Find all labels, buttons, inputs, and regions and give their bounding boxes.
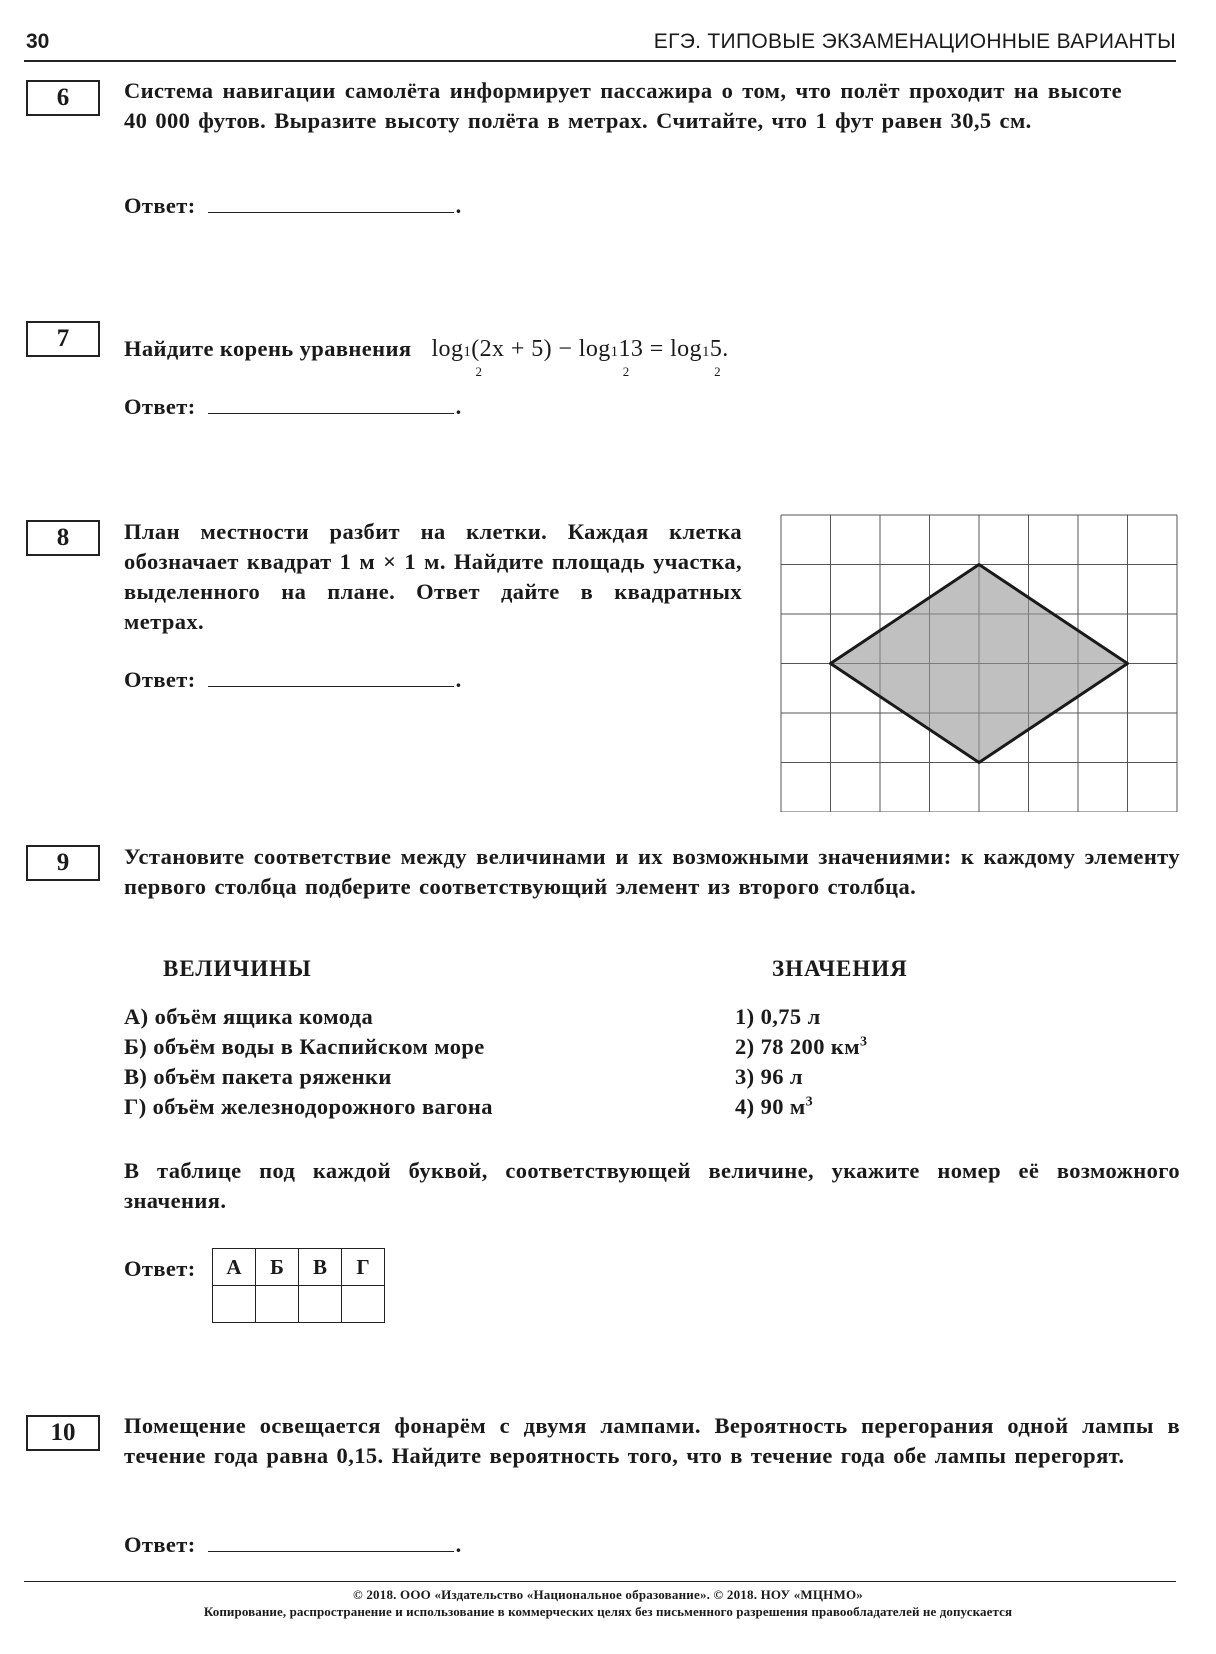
log-symbol: log [431, 336, 464, 362]
value-3-text: 3) 96 л [735, 1064, 803, 1089]
log-base-numerator: 1 [463, 344, 472, 360]
task-10-text: Помещение освещается фонарём с двумя лампами. Вероятность перегорания одной лампы в течение года равна 0,15. Найдите вероятность того, что в течение года обе лампы перегорят. [124, 1413, 1180, 1468]
value-4-text: 4) 90 м [735, 1094, 806, 1119]
log-argument-1: (2x + 5) [471, 336, 552, 362]
task-9-answer-table [212, 1248, 385, 1323]
task-6-number-box: 6 [26, 80, 100, 116]
answer-label: Ответ: [124, 193, 196, 218]
minus-sign: − [552, 336, 579, 362]
answer-table-header-row [213, 1249, 385, 1286]
answer-dot: . [455, 1532, 462, 1557]
log-argument-3: 5 [709, 336, 723, 362]
task-9-text: Установите соответствие между величинами и их возможными значениями: к каждому элементу первого столбца подберите соответствующий элемент из второго столбца. [124, 844, 1180, 899]
value-4-exponent: 3 [805, 1094, 814, 1110]
answer-label: Ответ: [124, 667, 196, 692]
answer-cell-g[interactable] [342, 1286, 385, 1323]
task-6-text: Система навигации самолёта информирует пассажира о том, что полёт проходит на высоте 40 000 футов. Выразите высоту полёта в метрах. Считайте, что 1 фут равен 30,5 см. [124, 78, 1122, 133]
header-divider [24, 60, 1176, 62]
task-7-equation [431, 336, 729, 379]
answer-table-letter: А [213, 1249, 256, 1286]
task-8-answer-row [124, 667, 462, 693]
answer-table-letter: В [299, 1249, 342, 1286]
task-7-answer-row [124, 394, 462, 420]
footer-notice: Копирование, распространение и использование в коммерческих целях без письменного разрешения правообладателей не допускается [203, 1604, 1013, 1619]
task-9-number-box: 9 [26, 845, 100, 881]
answer-table-input-row [213, 1286, 385, 1323]
quantities-header: ВЕЛИЧИНЫ [163, 956, 312, 981]
value-1 [735, 1004, 821, 1030]
task-7-number-box: 7 [26, 321, 100, 357]
page-number: 30 [26, 30, 50, 53]
task-10-answer-field[interactable] [208, 1535, 454, 1552]
values-header: ЗНАЧЕНИЯ [772, 956, 908, 981]
running-header-title: ЕГЭ. ТИПОВЫЕ ЭКЗАМЕНАЦИОННЫЕ ВАРИАНТЫ [653, 30, 1176, 53]
log-base-numerator: 1 [701, 344, 710, 360]
answer-cell-b[interactable] [256, 1286, 299, 1323]
value-3 [735, 1064, 803, 1090]
value-2-exponent: 3 [859, 1034, 868, 1050]
highlighted-plot-rhombus [831, 565, 1128, 763]
task-7-text: Найдите корень уравнения [124, 336, 412, 361]
task-7-statement [124, 336, 729, 379]
task-8-grid-plan [780, 514, 1180, 812]
task-9-answer-label: Ответ: [124, 1256, 196, 1281]
answer-cell-v[interactable] [299, 1286, 342, 1323]
equation-end: . [722, 336, 729, 362]
answer-table-letter: Б [256, 1249, 299, 1286]
log-argument-2: 13 [618, 336, 644, 362]
value-2-text: 2) 78 200 км [735, 1034, 860, 1059]
value-4 [735, 1094, 813, 1120]
quantity-a: А) объём ящика комода [124, 1004, 374, 1029]
footer-copyright: © 2018. ООО «Издательство «Национальное образование». © 2018. НОУ «МЦНМО» [353, 1587, 863, 1602]
task-8-answer-field[interactable] [208, 670, 454, 687]
quantity-v: В) объём пакета ряженки [124, 1064, 392, 1089]
answer-dot: . [455, 394, 462, 419]
answer-dot: . [455, 193, 462, 218]
log-base-numerator: 1 [610, 344, 619, 360]
quantity-b: Б) объём воды в Каспийском море [124, 1034, 485, 1059]
log-base-denominator: 2 [714, 364, 721, 379]
equals-sign: = [643, 336, 671, 362]
quantity-g: Г) объём железнодорожного вагона [124, 1094, 493, 1119]
value-2 [735, 1034, 867, 1060]
task-8-text: План местности разбит на клетки. Каждая клетка обозначает квадрат 1 м × 1 м. Найдите площадь участка, выделенного на плане. Ответ дайте в квадратных метрах. [124, 519, 742, 634]
task-10-number-box: 10 [26, 1415, 100, 1451]
task-10-answer-row [124, 1532, 462, 1558]
footer-divider [24, 1581, 1176, 1582]
task-6-answer-row [124, 193, 462, 219]
value-1-text: 1) 0,75 л [735, 1004, 821, 1029]
log-base-denominator: 2 [622, 364, 630, 379]
task-6-answer-field[interactable] [208, 196, 454, 213]
answer-table-letter: Г [342, 1249, 385, 1286]
answer-cell-a[interactable] [213, 1286, 256, 1323]
task-8-number-box: 8 [26, 520, 100, 556]
log-symbol: log [670, 336, 702, 362]
log-symbol: log [578, 336, 611, 362]
answer-dot: . [455, 667, 462, 692]
task-7-answer-field[interactable] [208, 397, 454, 414]
log-base-denominator: 2 [475, 364, 483, 379]
answer-label: Ответ: [124, 1532, 196, 1557]
task-9-table-instruction: В таблице под каждой буквой, соответствующей величине, укажите номер её возможного значения. [124, 1158, 1180, 1213]
answer-label: Ответ: [124, 394, 196, 419]
